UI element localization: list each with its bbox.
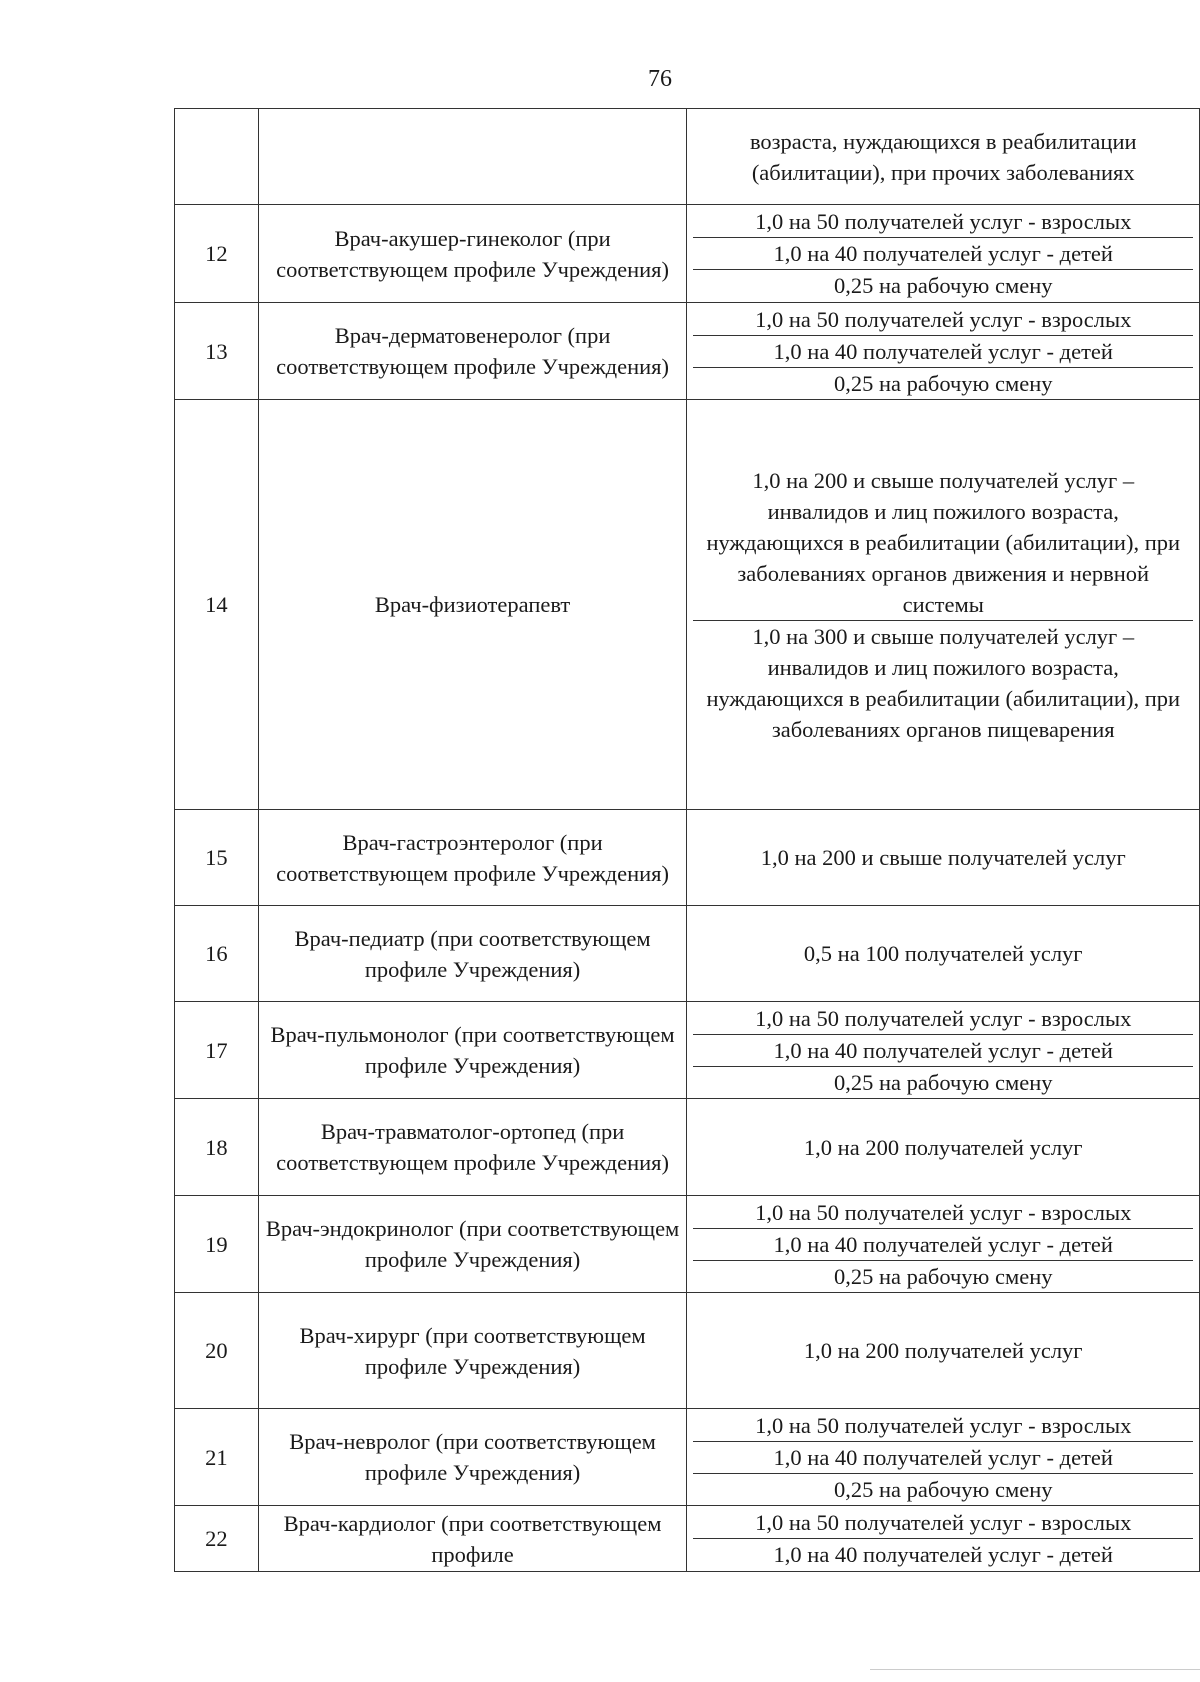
norm-line: 1,0 на 200 получателей услуг bbox=[803, 1134, 1083, 1160]
row-number: 19 bbox=[175, 1196, 259, 1293]
table-row bbox=[175, 906, 1200, 1002]
norm-line: 1,0 на 50 получателей услуг - взрослых bbox=[693, 1507, 1193, 1539]
table-row bbox=[175, 205, 1200, 303]
page-number: 76 bbox=[648, 66, 672, 92]
norm-line: 1,0 на 200 и свыше получателей услуг – инвалидов и лиц пожилого возраста, нуждающихся в реабилитации (абилитации), при заболеваниях органов движения и нервной системы bbox=[693, 465, 1193, 621]
row-number: 14 bbox=[175, 400, 259, 810]
staffing-norms bbox=[687, 1196, 1200, 1293]
position-title: Врач-физиотерапевт bbox=[258, 400, 687, 810]
norm-line: 1,0 на 300 и свыше получателей услуг – инвалидов и лиц пожилого возраста, нуждающихся в реабилитации (абилитации), при заболеваниях органов пищеварения bbox=[706, 623, 1181, 742]
staffing-norms bbox=[687, 1099, 1200, 1196]
norm-line: 1,0 на 50 получателей услуг - взрослых bbox=[693, 206, 1193, 238]
norm-line: 0,25 на рабочую смену bbox=[833, 1263, 1053, 1289]
norm-line: 1,0 на 40 получателей услуг - детей bbox=[693, 238, 1193, 270]
staffing-norms bbox=[687, 109, 1200, 205]
table-row bbox=[175, 1002, 1200, 1099]
staffing-norms bbox=[687, 1409, 1200, 1506]
norm-line: 1,0 на 200 получателей услуг bbox=[803, 1338, 1083, 1363]
norm-line: 0,25 на рабочую смену bbox=[833, 370, 1053, 396]
footer-rule bbox=[870, 1669, 1200, 1672]
position-title: Врач-кардиолог (при соответствующем профиле bbox=[258, 1506, 687, 1572]
table-row bbox=[175, 1099, 1200, 1196]
norm-line: 1,0 на 50 получателей услуг - взрослых bbox=[693, 1410, 1193, 1442]
position-title: Врач-эндокринолог (при соответствующем профиле Учреждения) bbox=[258, 1196, 687, 1293]
norm-line: 1,0 на 50 получателей услуг - взрослых bbox=[693, 1003, 1193, 1035]
norm-line: 1,0 на 40 получателей услуг - детей bbox=[693, 1442, 1193, 1474]
position-title: Врач-дерматовенеролог (при соответствующем профиле Учреждения) bbox=[258, 303, 687, 400]
position-title: Врач-гастроэнтеролог (при соответствующем профиле Учреждения) bbox=[258, 810, 687, 906]
table-row bbox=[175, 109, 1200, 205]
row-number: 13 bbox=[175, 303, 259, 400]
row-number: 12 bbox=[175, 205, 259, 303]
norm-line: 1,0 на 40 получателей услуг - детей bbox=[693, 1229, 1193, 1261]
norm-line: 1,0 на 40 получателей услуг - детей bbox=[773, 1542, 1113, 1567]
row-number: 15 bbox=[175, 810, 259, 906]
norm-line: 1,0 на 200 и свыше получателей услуг bbox=[760, 845, 1126, 870]
position-title: Врач-педиатр (при соответствующем профиле Учреждения) bbox=[258, 906, 687, 1002]
row-number: 17 bbox=[175, 1002, 259, 1099]
norm-line: возраста, нуждающихся в реабилитации (абилитации), при прочих заболеваниях bbox=[749, 128, 1137, 185]
norm-line: 1,0 на 50 получателей услуг - взрослых bbox=[693, 304, 1193, 336]
staffing-norms bbox=[687, 1506, 1200, 1572]
norm-line: 0,25 на рабочую смену bbox=[833, 273, 1053, 298]
position-title: Врач-травматолог-ортопед (при соответствующем профиле Учреждения) bbox=[258, 1099, 687, 1196]
table-row bbox=[175, 1409, 1200, 1506]
table-row bbox=[175, 1196, 1200, 1293]
staffing-norms bbox=[687, 906, 1200, 1002]
table-row bbox=[175, 400, 1200, 810]
norm-line: 0,5 на 100 получателей услуг bbox=[803, 941, 1083, 966]
position-title: Врач-хирург (при соответствующем профиле Учреждения) bbox=[258, 1293, 687, 1409]
row-number: 16 bbox=[175, 906, 259, 1002]
row-number: 22 bbox=[175, 1506, 259, 1572]
table-row bbox=[175, 1293, 1200, 1409]
staffing-norms bbox=[687, 400, 1200, 810]
table-row bbox=[175, 303, 1200, 400]
table-row bbox=[175, 1506, 1200, 1572]
norm-line: 0,25 на рабочую смену bbox=[833, 1476, 1053, 1502]
row-number bbox=[175, 109, 259, 205]
staffing-norms bbox=[687, 205, 1200, 303]
staffing-norms bbox=[687, 1002, 1200, 1099]
position-title: Врач-невролог (при соответствующем профиле Учреждения) bbox=[258, 1409, 687, 1506]
norm-line: 1,0 на 40 получателей услуг - детей bbox=[693, 1035, 1193, 1067]
norm-line: 0,25 на рабочую смену bbox=[833, 1069, 1053, 1095]
row-number: 20 bbox=[175, 1293, 259, 1409]
row-number: 18 bbox=[175, 1099, 259, 1196]
table-row bbox=[175, 810, 1200, 906]
norm-line: 1,0 на 40 получателей услуг - детей bbox=[693, 336, 1193, 368]
staffing-norms bbox=[687, 303, 1200, 400]
position-title bbox=[258, 109, 687, 205]
staffing-norms bbox=[687, 1293, 1200, 1409]
position-title: Врач-акушер-гинеколог (при соответствующем профиле Учреждения) bbox=[258, 205, 687, 303]
row-number: 21 bbox=[175, 1409, 259, 1506]
norm-line: 1,0 на 50 получателей услуг - взрослых bbox=[693, 1197, 1193, 1229]
staffing-norms bbox=[687, 810, 1200, 906]
position-title: Врач-пульмонолог (при соответствующем профиле Учреждения) bbox=[258, 1002, 687, 1099]
staffing-table bbox=[174, 108, 1200, 1572]
